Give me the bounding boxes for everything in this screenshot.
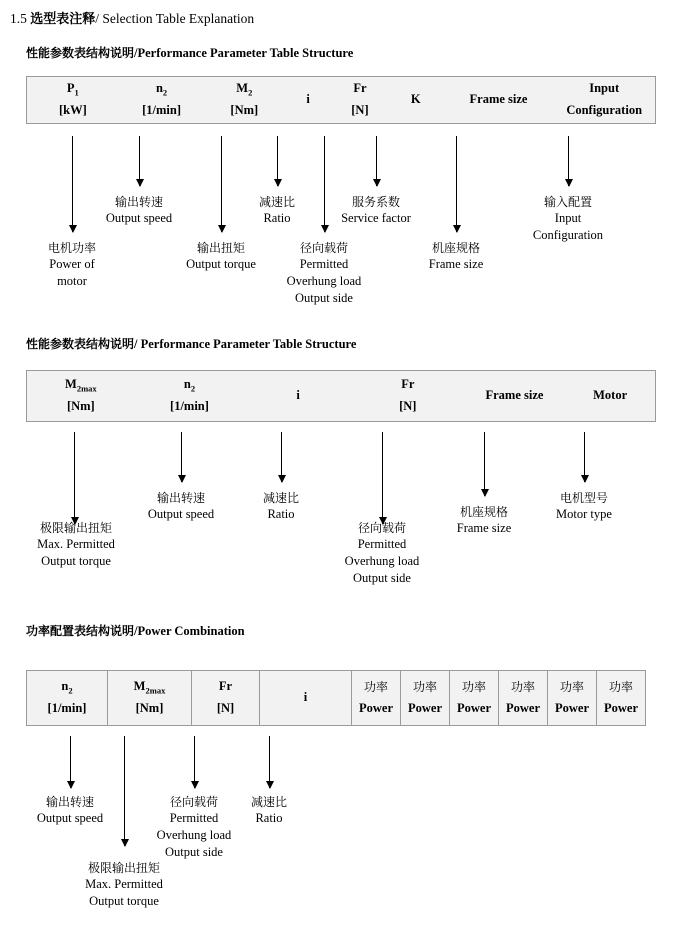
table-col-motor — [565, 371, 655, 421]
callout-en-1: Output speed — [105, 211, 173, 226]
callout-cn: 减速比 — [258, 195, 295, 209]
callout-en-2: Output torque — [41, 554, 111, 569]
col-head-line2: Power — [358, 700, 393, 715]
callout-en-1: Ratio — [263, 211, 291, 226]
callout-en-1: Frame size — [456, 521, 512, 536]
callout-en-1: Ratio — [255, 811, 283, 826]
callout-cn: 极限输出扭矩 — [39, 521, 112, 535]
col-head-cn: 功率 — [608, 679, 633, 694]
col-head-line1: i — [306, 92, 310, 107]
callout-en-1: Ratio — [267, 507, 295, 522]
callout-en-1: Permitted — [299, 257, 349, 272]
table-col-i — [284, 77, 332, 123]
callout-en-3: Output side — [295, 290, 353, 305]
table-col-fr — [352, 371, 464, 421]
col-head-line2: Power — [407, 700, 442, 715]
callout-input-configuration — [518, 194, 618, 244]
table-col-k — [388, 77, 444, 123]
arrow-to-motor-type — [584, 432, 585, 482]
table-col-m2max — [107, 671, 191, 725]
table-col-p1 — [27, 77, 119, 123]
section-title-sep: / — [134, 624, 138, 638]
arrow-to-max-permitted-output-torque — [74, 432, 75, 524]
callout-service-factor — [316, 194, 436, 227]
col-head-line2: [1/min] — [170, 399, 209, 414]
callout-output-speed — [89, 194, 189, 227]
arrow-to-frame-size — [456, 136, 457, 232]
col-head-cn: 功率 — [461, 679, 486, 694]
col-head-line1: $P_1$ — [66, 80, 79, 98]
callout-max-permitted-output-torque — [14, 520, 138, 570]
table-power-combination — [26, 670, 646, 726]
arrow-to-service-factor — [376, 136, 377, 186]
table-col-m2max — [27, 371, 135, 421]
callout-cn: 减速比 — [250, 795, 287, 809]
callout-en-2: Overhung load — [156, 828, 232, 843]
section-title-performance-2 — [26, 335, 356, 352]
table-col-frame-size — [444, 77, 554, 123]
page-title-number: 1.5 — [10, 11, 27, 26]
callout-en-1: Output speed — [147, 507, 215, 522]
arrow-to-ratio-3 — [269, 736, 270, 788]
col-head-line2: Power — [603, 700, 638, 715]
arrow-to-output-torque — [221, 136, 222, 232]
table-col-fr — [191, 671, 259, 725]
callout-cn: 输出转速 — [114, 195, 163, 209]
callout-frame-size — [406, 240, 506, 273]
arrow-to-input-configuration — [568, 136, 569, 186]
callout-output-torque — [163, 240, 279, 273]
table-performance-2 — [26, 370, 656, 422]
callout-cn: 输出转速 — [45, 795, 94, 809]
col-head-line1: Fr — [218, 679, 233, 694]
col-head-line2: Power — [456, 700, 491, 715]
callout-en-1: Motor type — [556, 507, 612, 522]
callout-en-1: Power of — [49, 257, 95, 272]
callout-permitted-overhung-load-2 — [322, 520, 442, 587]
table-col-i — [244, 371, 352, 421]
table-col-power-4 — [498, 671, 547, 725]
callout-en-1: Max. Permitted — [37, 537, 115, 552]
col-head-line1: Motor — [593, 388, 628, 403]
callout-cn: 极限输出扭矩 — [87, 861, 160, 875]
callout-max-permitted-output-torque-3 — [62, 860, 186, 910]
arrow-to-permitted-overhung-load-2 — [382, 432, 383, 524]
col-head-line2: [kW] — [58, 103, 87, 118]
col-head-line2: [N] — [351, 103, 369, 117]
section-title-power-combination — [26, 622, 245, 639]
callout-motor-type — [534, 490, 634, 523]
callout-output-speed-3 — [20, 794, 120, 827]
callout-en-2: motor — [57, 274, 87, 289]
callout-ratio-2 — [241, 490, 321, 523]
callout-en-1: Permitted — [169, 811, 219, 826]
table-col-m2 — [204, 77, 284, 123]
arrow-to-output-speed-3 — [70, 736, 71, 788]
col-head-line2: [1/min] — [142, 103, 181, 118]
section-title-sep: / — [134, 337, 138, 351]
callout-ratio — [237, 194, 317, 227]
page-title — [10, 8, 254, 27]
col-head-line1: $n_2$ — [61, 678, 73, 696]
callout-cn: 径向载荷 — [357, 521, 406, 535]
table-col-power-3 — [449, 671, 498, 725]
callout-cn: 机座规格 — [431, 241, 480, 255]
section-title-cn: 性能参数表结构说明 — [26, 337, 135, 351]
col-head-line2: [N] — [216, 701, 235, 715]
callout-cn: 机座规格 — [459, 505, 508, 519]
col-head-cn: 功率 — [363, 679, 388, 694]
callout-cn: 电机型号 — [559, 491, 608, 505]
arrow-to-frame-size-2 — [484, 432, 485, 496]
callout-en-1: Output torque — [186, 257, 256, 272]
table-col-n2 — [119, 77, 205, 123]
callout-cn: 输出转速 — [156, 491, 205, 505]
callout-en-2: Configuration — [532, 228, 604, 243]
col-head-line1: $M_{2max}$ — [133, 678, 166, 696]
col-head-line1: $M_2$ — [236, 80, 253, 98]
col-head-line1: Input — [589, 81, 620, 96]
arrow-to-power-of-motor — [72, 136, 73, 232]
col-head-cn: 功率 — [510, 679, 535, 694]
callout-en-3: Output side — [353, 570, 411, 585]
callout-en-1: Max. Permitted — [85, 877, 163, 892]
callout-cn: 径向载荷 — [169, 795, 218, 809]
table-col-n2 — [135, 371, 245, 421]
col-head-line1: K — [410, 92, 421, 107]
arrow-to-ratio — [277, 136, 278, 186]
callout-frame-size-2 — [434, 504, 534, 537]
col-head-line2: [Nm] — [135, 701, 164, 716]
section-title-en: Performance Parameter Table Structure — [137, 46, 354, 60]
col-head-line1: i — [296, 388, 300, 403]
col-head-line2: Power — [554, 700, 589, 715]
callout-en-3: Output side — [165, 844, 223, 859]
callout-en-1: Service factor — [341, 211, 411, 226]
callout-power-of-motor — [22, 240, 122, 290]
table-col-frame-size — [464, 371, 566, 421]
table-performance-1 — [26, 76, 656, 124]
page-title-en: Selection Table Explanation — [102, 11, 255, 26]
col-head-cn: 功率 — [412, 679, 437, 694]
col-head-line2: Configuration — [566, 103, 643, 117]
arrow-to-permitted-overhung-load-3 — [194, 736, 195, 788]
callout-cn: 服务系数 — [351, 195, 400, 209]
section-title-en: Performance Parameter Table Structure — [140, 337, 357, 351]
callout-en-1: Output speed — [36, 811, 104, 826]
section-title-en: Power Combination — [137, 624, 245, 638]
col-head-line2: Power — [505, 700, 540, 715]
table-col-power-6 — [596, 671, 645, 725]
callout-en-1: Input — [554, 211, 582, 226]
col-head-line1: Fr — [353, 81, 367, 96]
table-col-n2 — [27, 671, 107, 725]
callout-cn: 减速比 — [262, 491, 299, 505]
table-col-i — [259, 671, 351, 725]
col-head-line1: Frame size — [469, 92, 528, 107]
arrow-to-output-speed — [139, 136, 140, 186]
col-head-line1: Fr — [401, 377, 415, 392]
table-col-power-1 — [351, 671, 400, 725]
callout-en-2: Overhung load — [286, 274, 362, 289]
callout-cn: 输出扭矩 — [196, 241, 245, 255]
arrow-to-max-permitted-output-torque-3 — [124, 736, 125, 846]
col-head-line2: [Nm] — [230, 103, 259, 118]
page-title-sep: / — [95, 11, 100, 26]
callout-en-2: Output torque — [89, 894, 159, 909]
table-col-power-2 — [400, 671, 449, 725]
arrow-to-ratio-2 — [281, 432, 282, 482]
col-head-line2: [1/min] — [47, 701, 87, 716]
callout-cn: 径向载荷 — [299, 241, 348, 255]
callout-output-speed-2 — [131, 490, 231, 523]
page-title-cn: 选型表注释 — [30, 12, 96, 27]
callout-en-1: Permitted — [357, 537, 407, 552]
table-col-power-5 — [547, 671, 596, 725]
section-title-cn: 功率配置表结构说明 — [26, 624, 135, 638]
section-title-sep: / — [134, 46, 138, 60]
col-head-line1: i — [303, 690, 308, 705]
callout-cn: 输入配置 — [543, 195, 592, 209]
callout-ratio-3 — [229, 794, 309, 827]
col-head-line2: [Nm] — [66, 399, 95, 414]
col-head-line1: $M_{2max}$ — [65, 376, 97, 394]
callout-en-1: Frame size — [428, 257, 484, 272]
col-head-line2: [N] — [399, 399, 417, 413]
col-head-line1: Frame size — [485, 388, 544, 403]
col-head-cn: 功率 — [559, 679, 584, 694]
table-col-fr — [332, 77, 388, 123]
callout-permitted-overhung-load — [264, 240, 384, 307]
table-col-input-configuration — [553, 77, 655, 123]
callout-cn: 电机功率 — [47, 241, 96, 255]
col-head-line1: $n_2$ — [155, 80, 168, 98]
section-title-performance-1 — [26, 44, 353, 61]
col-head-line1: $n_2$ — [183, 376, 196, 394]
section-title-cn: 性能参数表结构说明 — [26, 46, 135, 60]
arrow-to-output-speed-2 — [181, 432, 182, 482]
callout-en-2: Overhung load — [344, 554, 420, 569]
